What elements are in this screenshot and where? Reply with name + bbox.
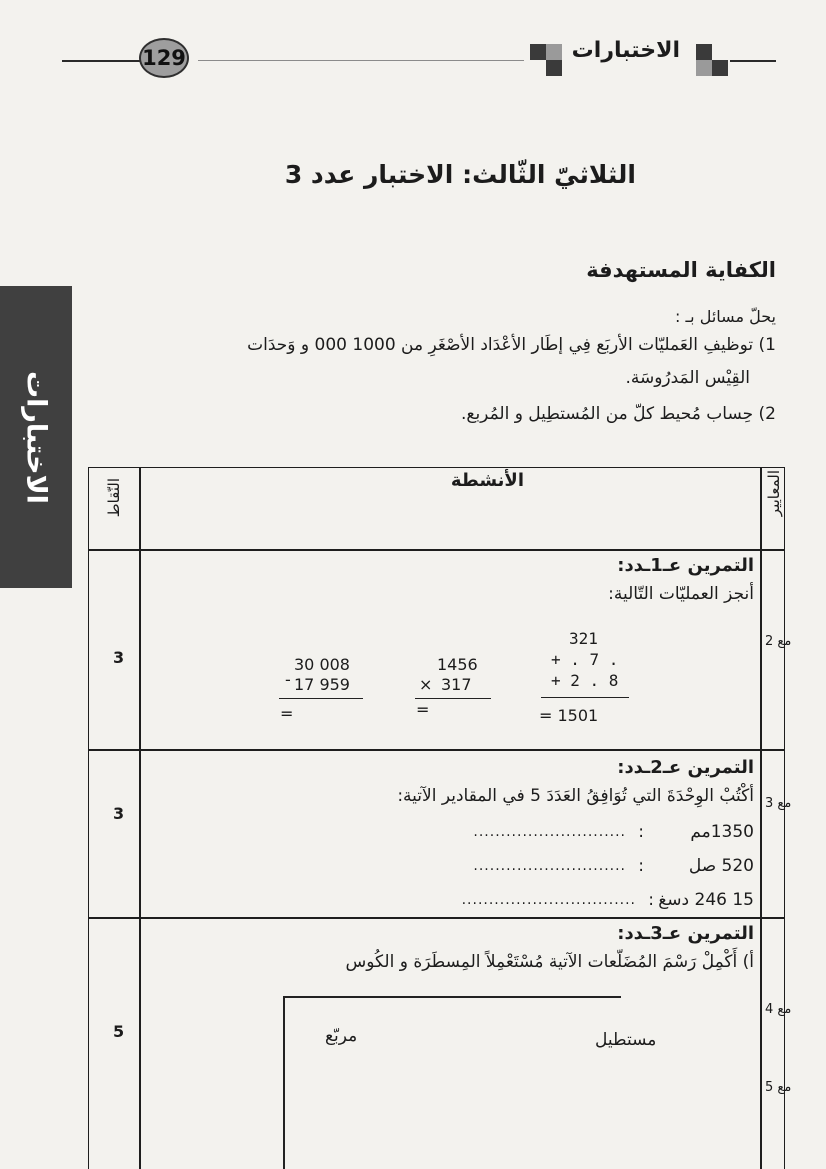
exercise-2-criterion: مع 3 [765,796,792,811]
exercise-2-points: 3 [113,804,125,823]
unit-item-1-answer-blank[interactable]: ............................ [473,824,626,840]
exercise-3-criterion-b: مع 5 [765,1080,792,1095]
header-decoration-right [696,44,730,76]
addition-row-2: + . 7 . [551,650,619,669]
addition-row-1: 321 [569,629,598,648]
exercise-1-title: التمرين عـ1ـدد: [617,555,754,576]
activities-table [88,467,792,1169]
page-number-badge [139,38,189,78]
row-divider-3 [89,917,784,919]
side-tab-label: الاختبارات [20,370,52,504]
header-activities: الأنشطة [450,470,524,491]
addition-row-3: + 2 . 8 [551,671,619,690]
exercise-1-instruction: أنجز العمليّات التّالية: [608,584,754,604]
test-title: الثلاثيّ الثّالث: الاختبار عدد 3 [284,160,636,189]
side-chapter-tab [0,286,72,588]
exercise-3-instruction: أ) أَكْمِلْ رَسْمَ المُضَلّعات الآتية مُسْتَعْمِلاً المِسطَرَة و الكُوس [345,952,754,972]
subtraction-equals: = [280,704,294,723]
row-divider-1 [89,549,784,551]
header-rule-right [730,60,776,62]
subtraction-top-operand: 30 008 [294,655,350,674]
multiplication-bottom-operand: 317 [441,675,472,694]
unit-item-2-colon: : [638,856,644,876]
unit-item-3-colon: : [648,890,654,910]
criteria-column-divider [760,468,762,1169]
header-decoration-left [530,44,564,76]
exercise-3-criterion-a: مع 4 [765,1002,792,1017]
points-column-divider [139,468,141,1169]
row-divider-2 [89,749,784,751]
exercise-1-points: 3 [113,648,125,667]
header-points: النّقاط [105,478,123,518]
unit-item-2-answer-blank[interactable]: ............................ [473,858,626,874]
competency-item-2: 2) حِساب مُحيط كلّ من المُستطِيل و المُربع. [461,404,776,424]
exercise-3-points: 5 [113,1022,125,1041]
header-criteria: المعايير [765,470,783,517]
exercise-2-instruction: أكْتُبْ الوِحْدَةَ التي تُوَافِقُ العَدَدَ 5 في المقادير الآتية: [397,786,754,806]
unit-item-3-answer-blank[interactable]: ................................ [461,892,636,908]
addition-result-rule [541,697,629,698]
addition-result: = 1501 [539,706,599,725]
subtraction-operator: - [285,670,291,689]
competency-item-1: 1) توظيفِ العَمليّات الأربَع فِي إطَار الأعْدَاد الأصْغَرِ من 1000 000 و وَحدَات [247,335,776,355]
subtraction-result-rule [279,698,363,699]
header-rule-middle [198,60,524,61]
competency-item-1-cont: القِيْس المَدرُوسَة. [625,368,750,388]
exercise-2-title: التمرين عـ2ـدد: [617,757,754,778]
unit-item-2-label: 520 صل [688,856,754,876]
competency-heading: الكفاية المستهدفة [586,258,776,282]
section-title: الاختبارات [571,38,680,63]
shape-label-square: مربّع [325,1026,358,1046]
subtraction-bottom-operand: 17 959 [294,675,350,694]
exercise-1-criterion: مع 2 [765,634,792,649]
polygon-top-edge [283,996,621,998]
unit-item-3-label: 15 246 دسغ [658,890,754,910]
competency-intro: يحلّ مسائل بـ : [675,307,776,326]
page-number: 129 [142,46,186,70]
multiplication-top-operand: 1456 [437,655,478,674]
multiplication-equals: = [416,700,430,719]
unit-item-1-label: 1350مم [690,822,754,842]
multiplication-operator: × [419,675,433,694]
unit-item-1-colon: : [638,822,644,842]
exercise-3-title: التمرين عـ3ـدد: [617,923,754,944]
polygon-left-edge [283,996,285,1169]
shape-label-rectangle: مستطيل [595,1030,657,1050]
